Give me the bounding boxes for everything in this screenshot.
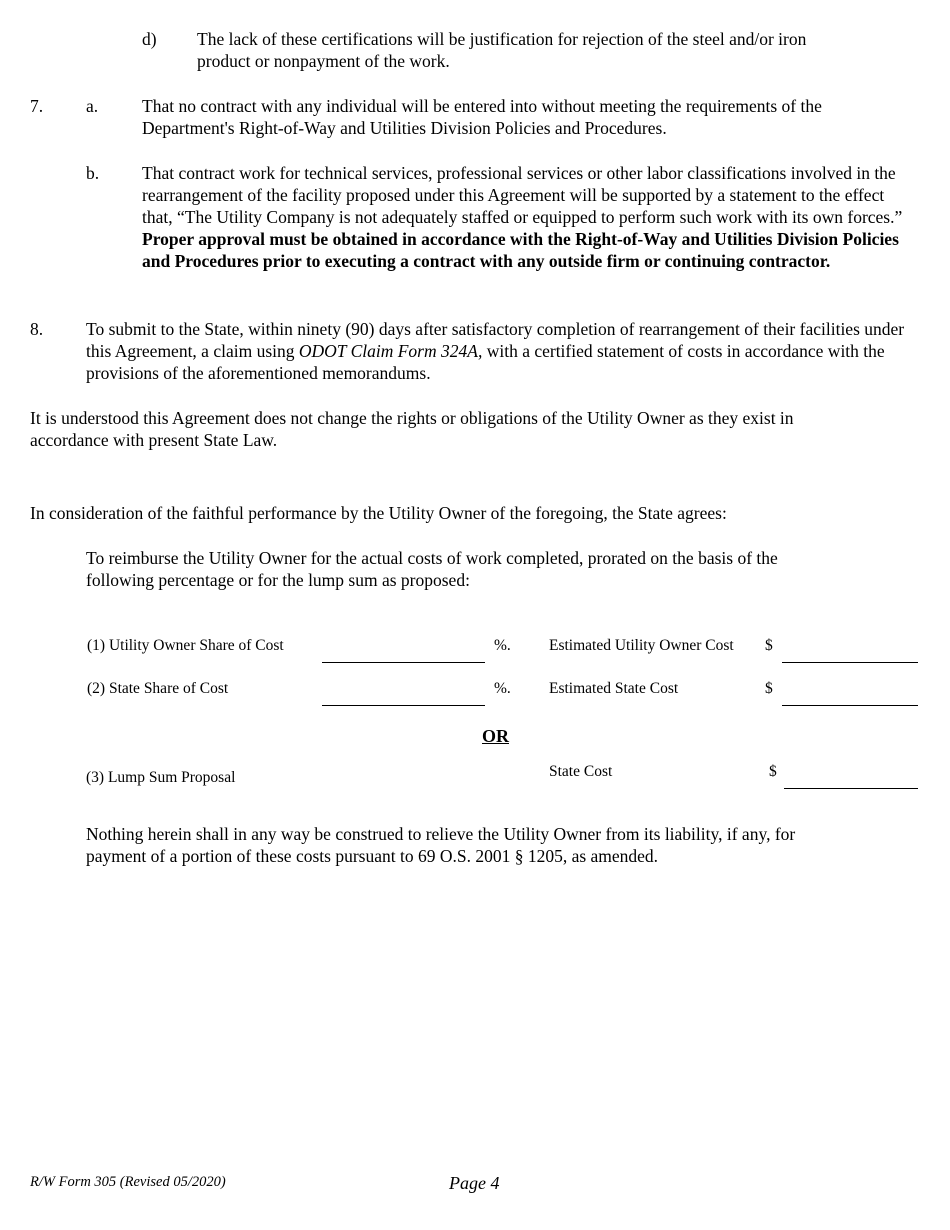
state-cost-currency: $	[765, 680, 773, 697]
utility-owner-share-label: (1) Utility Owner Share of Cost	[87, 637, 284, 654]
item-7a-marker: a.	[86, 96, 99, 116]
item-8-form-name: ODOT Claim Form 324A,	[298, 341, 483, 361]
item-6d-marker: d)	[142, 29, 157, 49]
item-8-text-before: To submit to the State, within ninety (90) days after satisfactory completion of rearrangement of their facilities under this Agreement, a claim using	[86, 319, 905, 361]
utility-owner-share-percent-line[interactable]	[322, 662, 485, 663]
item-7b-plain-text: That contract work for technical services, professional services or other labor classifications involved in the rearrangement of the facility proposed under this Agreement will be supported by a statement to the effect that, “The Utility Company is not adequately staffed or equipped to perform such work with its own forces.”	[142, 163, 903, 227]
item-8-text-after: with a certified statement of costs in accordance with the provisions of the aforementioned memorandums.	[86, 341, 885, 383]
item-8-text	[86, 318, 918, 384]
state-percent-suffix: %.	[494, 680, 511, 697]
nothing-herein-paragraph: Nothing herein shall in any way be construed to relieve the Utility Owner from its liability, if any, for payment of a portion of these costs pursuant to 69 O.S. 2001 § 1205, as amended.	[86, 824, 796, 866]
item-7a-text: That no contract with any individual will be entered into without meeting the requirements of the Department's Right-of-Way and Utilities Division Policies and Procedures.	[142, 96, 822, 138]
state-cost-line[interactable]	[784, 788, 918, 789]
lump-sum-currency: $	[769, 763, 777, 780]
estimated-state-cost-line[interactable]	[782, 705, 918, 706]
item-7b-bold-text: Proper approval must be obtained in accordance with the Right-of-Way and Utilities Division Policies and Procedures prior to executing a contract with any outside firm or continuing contractor.	[142, 229, 899, 271]
item-7b-text	[142, 162, 914, 272]
form-id: R/W Form 305 (Revised 05/2020)	[30, 1174, 226, 1190]
or-label: OR	[482, 726, 509, 746]
state-cost-label: State Cost	[549, 763, 613, 780]
estimated-utility-owner-cost-label: Estimated Utility Owner Cost	[549, 637, 734, 654]
item-7b-marker: b.	[86, 163, 100, 183]
state-share-label: (2) State Share of Cost	[87, 680, 229, 697]
understood-paragraph: It is understood this Agreement does not change the rights or obligations of the Utility Owner as they exist in accordance with present State Law.	[30, 408, 794, 450]
item-6d-text: The lack of these certifications will be justification for rejection of the steel and/or iron product or nonpayment of the work.	[197, 29, 807, 71]
lump-sum-proposal-label: (3) Lump Sum Proposal	[86, 769, 236, 786]
reimburse-paragraph: To reimburse the Utility Owner for the actual costs of work completed, prorated on the basis of the following percentage or for the lump sum as proposed:	[86, 548, 778, 590]
item-8-number: 8.	[30, 319, 44, 339]
page-number: Page 4	[449, 1173, 500, 1193]
state-share-percent-line[interactable]	[322, 705, 485, 706]
estimated-state-cost-label: Estimated State Cost	[549, 680, 679, 697]
utility-owner-cost-currency: $	[765, 637, 773, 654]
item-7-number: 7.	[30, 96, 44, 116]
utility-owner-percent-suffix: %.	[494, 637, 511, 654]
consideration-paragraph: In consideration of the faithful performance by the Utility Owner of the foregoing, the State agrees:	[30, 503, 727, 523]
estimated-utility-owner-cost-line[interactable]	[782, 662, 918, 663]
